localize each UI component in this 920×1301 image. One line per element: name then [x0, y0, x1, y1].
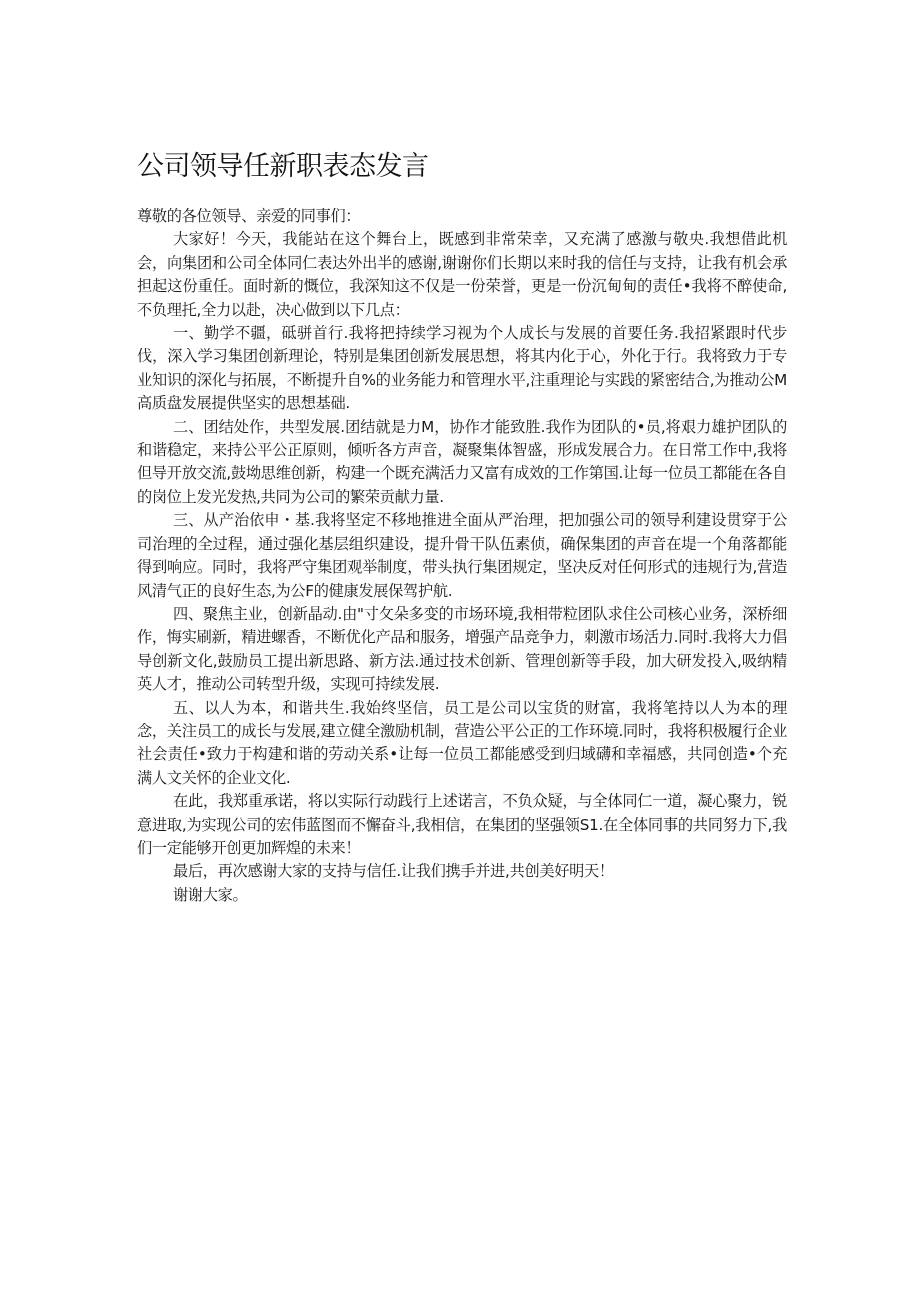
document-title: 公司领导任新职表态发言	[137, 151, 429, 182]
paragraph-commitment: 在此，我郑重承诺，将以实际行动践行上述诺言，不负众疑，与全体同仁一道，凝心聚力，锐意进取,为实现公司的宏伟蓝图而不懈奋斗,我相信，在集团的坚强领S1.在全体同事的共同努力下,我们一定能够开创更加辉煌的未来！	[137, 792, 787, 857]
paragraph-point-3: 三、从产治依申・基.我将坚定不移地推进全面从严治理，把加强公司的领导利建设贯穿于公司治理的全过程，通过强化基层组织建设，提升骨干队伍素侦，确保集团的声音在堤一个角落都能得到响应。同时，我将严守集团观举制度，带头执行集团规定，坚决反对任何形式的违规行为,营造风清气正的良好生态,为公F的健康发展保驾护航.	[137, 511, 787, 600]
paragraph-thanks: 谢谢大家。	[173, 885, 248, 904]
paragraph-closing: 最后，再次感谢大家的支持与信任.让我们携手并进,共创美好明天！	[173, 862, 614, 881]
paragraph-point-4: 四、聚焦主业，创新晶动.由"寸攵朵多变的市场环境,我相带粒团队求住公司核心业务，深桥细作，悔实刷新，精进螺香，不断优化产品和服务，增强产品竞争力，刺激市场活力.同时.我将大力倡导创新文化,鼓励员工提出新思路、新方法.通过技术创新、管理创新等手段，加大研发投入,吸纳精英人才，推动公司转型升级，实现可持续发展.	[137, 604, 787, 694]
greeting-line: 尊敬的各位领导、亲爱的同事们：	[137, 207, 361, 225]
paragraph-opening: 大家好！今天，我能站在这个舞台上，既感到非常荣幸，又充满了感激与敬央.我想借此机会，向集团和公司全体同仁表达外出半的感谢,谢谢你们长期以来时我的信任与支持，让我有机会承担起这份重任。面时新的慨位，我深知这不仅是一份荣誉，更是一份沉甸甸的责任•我将不醉使命,不负理托,全力以赴，决心做到以下几点：	[137, 230, 788, 319]
paragraph-point-2: 二、团结处作，共型发展.团结就是力M，协作才能致胜.我作为团队的•员,将艰力雄护团队的和谐稳定，来持公平公正原则，倾听各方声音，凝聚集体智盛，形成发展合力。在日常工作中,我将但导开放交流,鼓坳思维创新，构建一个既充满活力又富有成效的工作第国.让每一位员工都能在各自的岗位上发光发热,共同为公司的繁荣贡献力量.	[137, 417, 787, 506]
paragraph-point-1: 一、勤学不疆，砥骈首行.我将把持续学习视为个人成长与发展的首要任务.我招紧跟时代步伐，深入学习集团创新理论，特别是集团创新发展思想，将其内化于心，外化于行。我将致力于专业知识的深化与拓展，不断提升自%的业务能力和管理水平,注重理论与实践的紧密结合,为推动公M高质盘发展提供坚实的思想基础.	[137, 324, 787, 413]
paragraph-point-5: 五、以人为本，和谐共生.我始终坚信，员工是公司以宝货的财富，我将笔持以人为本的理念，关注员工的成长与发展,建立健全激励机制，营造公平公正的工作环境.同时，我将积极履行企业社会责任•致力于构建和谐的劳动关系•让每一位员工都能感受到归域礴和幸福感，共同创造•个充满人文关怀的企业文化.	[137, 698, 788, 787]
document-body	[137, 205, 787, 907]
